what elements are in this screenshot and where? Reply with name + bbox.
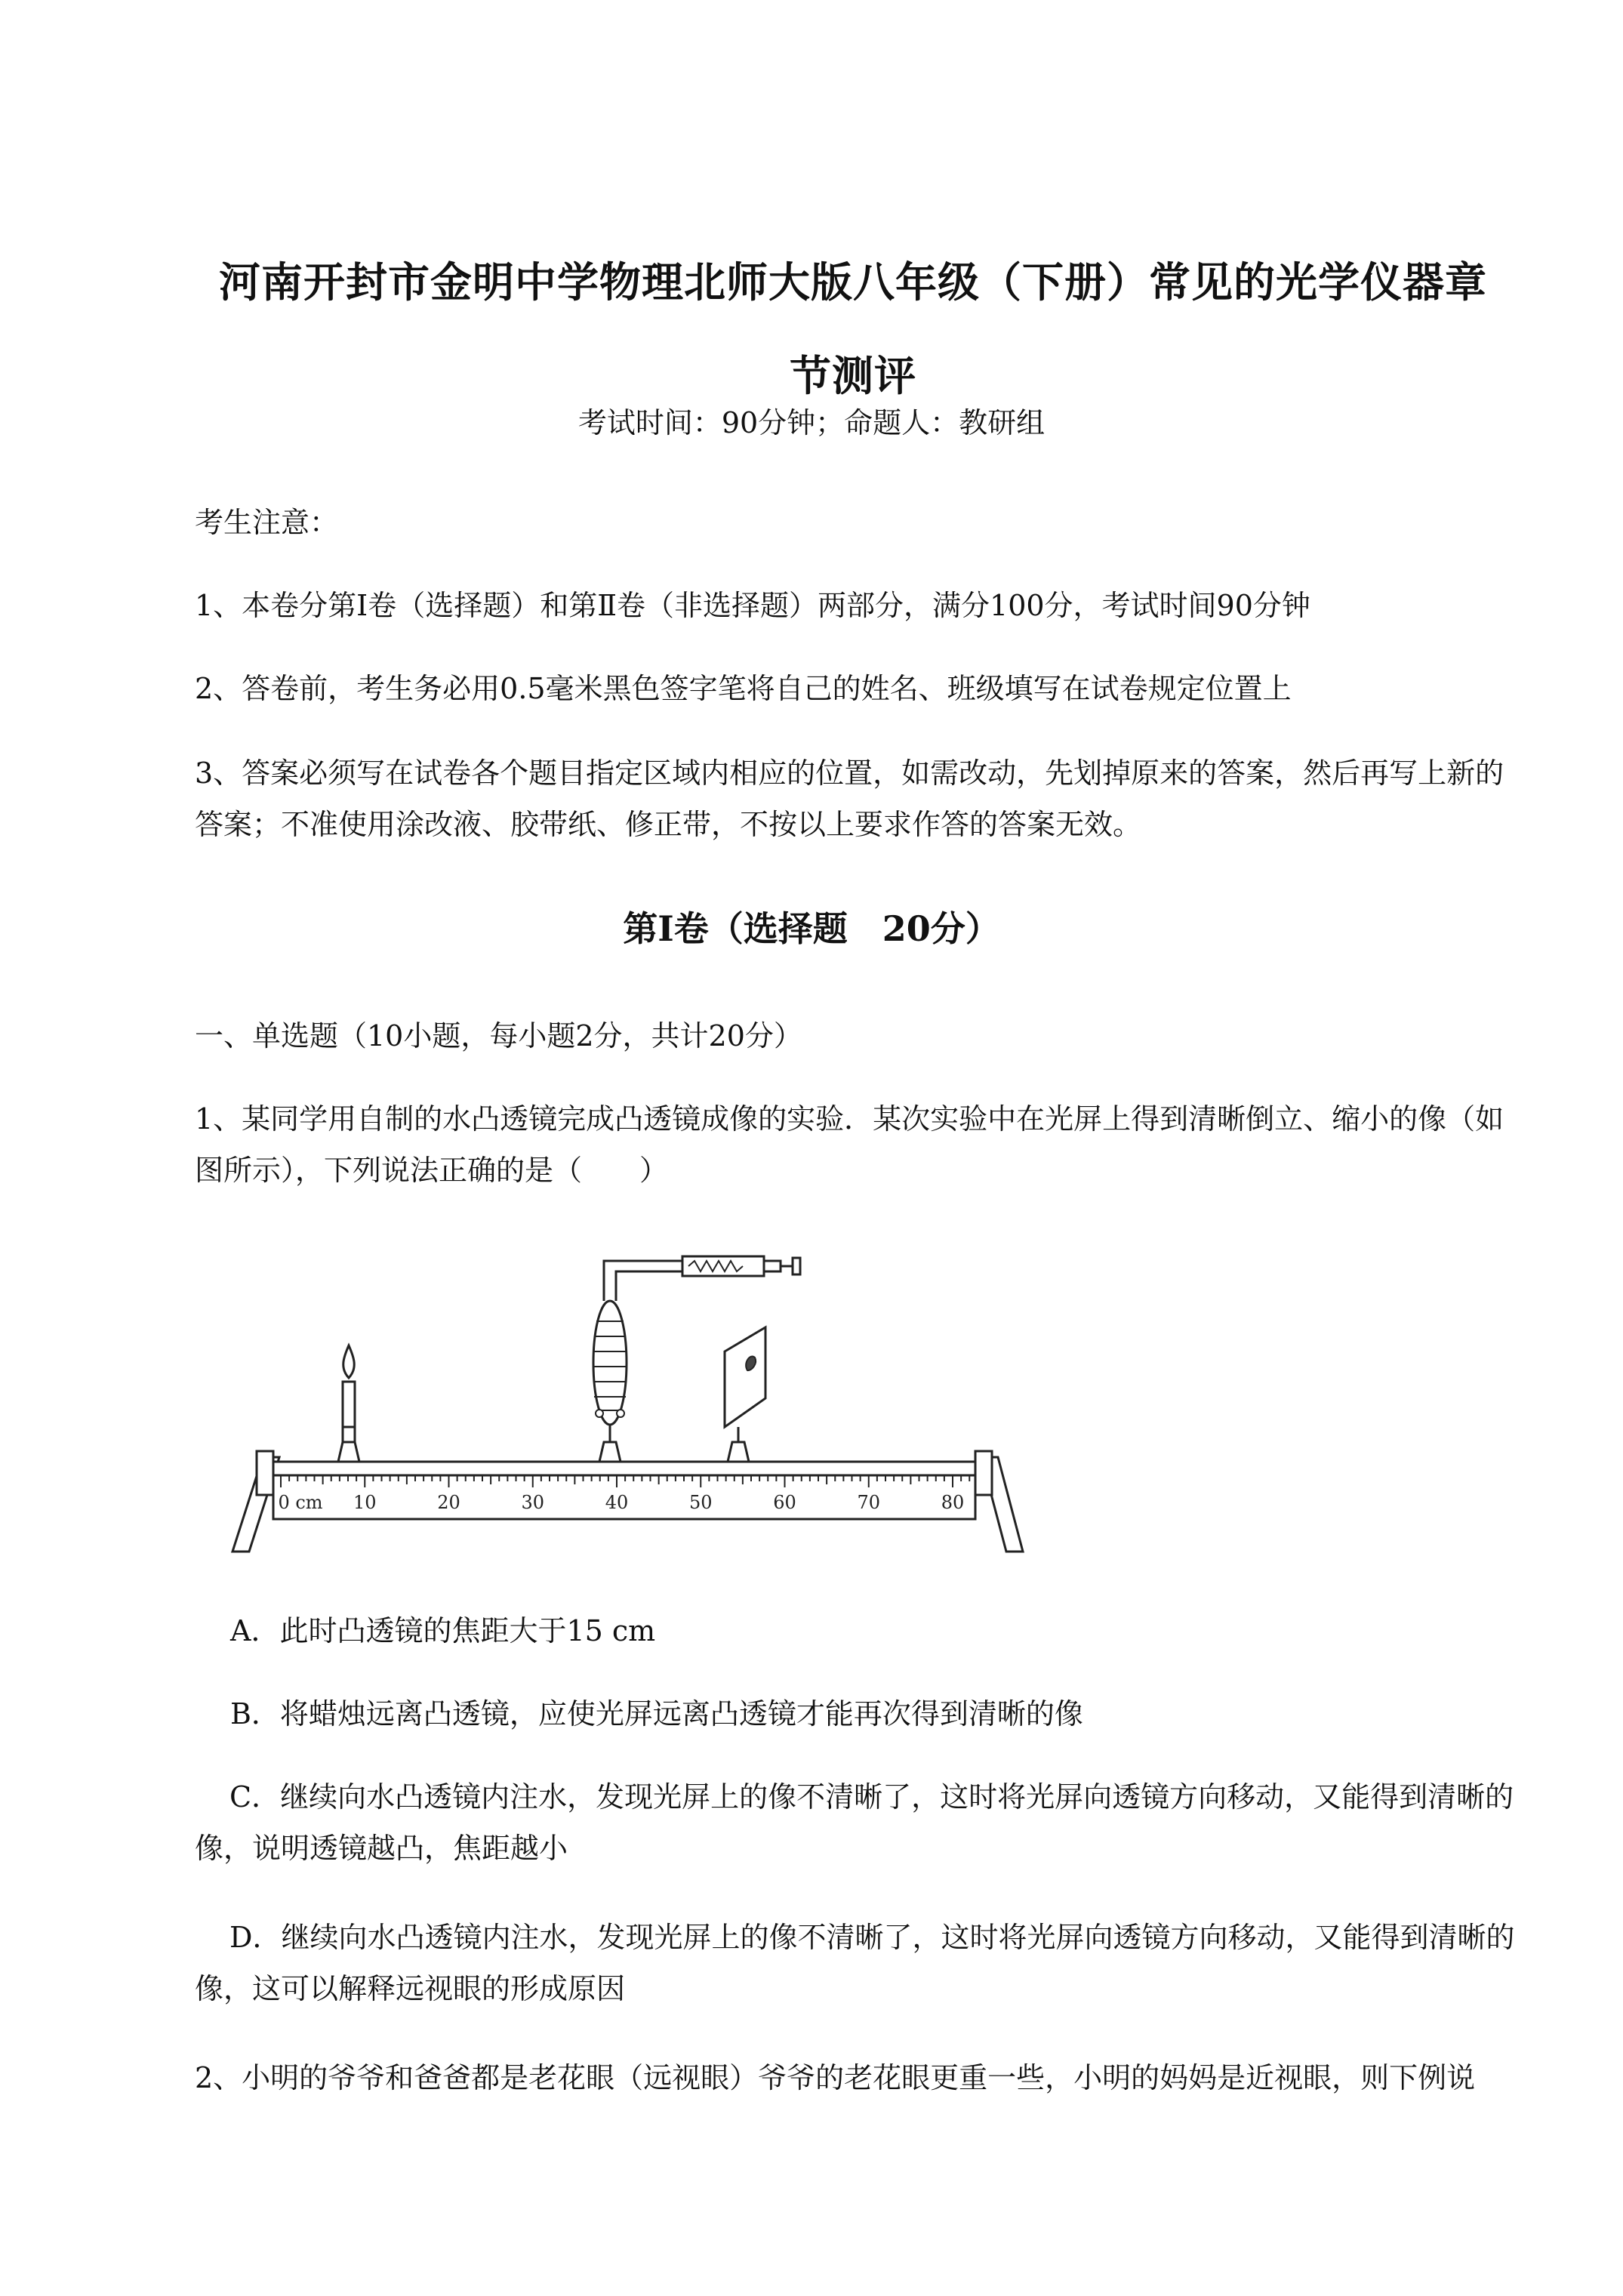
ruler-label: 40	[605, 1492, 629, 1513]
q1-option-b: B．将蜡烛远离凸透镜，应使光屏远离凸透镜才能再次得到清晰的像	[230, 1697, 1083, 1730]
q1-option-d: D．继续向水凸透镜内注水，发现光屏上的像不清晰了，这时将光屏向透镜方向移动，又能得到清晰的像，这可以解释远视眼的形成原因	[195, 1921, 1515, 2005]
ruler-label: 80	[941, 1492, 965, 1513]
water-lens	[593, 1256, 800, 1462]
question-1-stem: 1、某同学用自制的水凸透镜完成凸透镜成像的实验．某次实验中在光屏上得到清晰倒立、缩小的像（如图所示），下列说法正确的是（ ）	[195, 1102, 1504, 1187]
question-2-stem: 2、小明的爷爷和爸爸都是老花眼（远视眼）爷爷的老花眼更重一些，小明的妈妈是近视眼，则下例说	[195, 2061, 1476, 2094]
notice-1: 1、本卷分第Ⅰ卷（选择题）和第Ⅱ卷（非选择题）两部分，满分100分，考试时间90分钟	[195, 589, 1310, 622]
light-screen	[725, 1327, 765, 1462]
optical-bench-figure	[226, 1238, 1027, 1563]
ruler-label: 70	[857, 1492, 881, 1513]
section-title: 第Ⅰ卷（选择题 20分）	[623, 908, 1000, 949]
right-end-block	[975, 1451, 992, 1495]
ruler-label: 20	[437, 1492, 460, 1513]
ruler-label: 60	[773, 1492, 796, 1513]
candle	[338, 1345, 359, 1462]
title-line-1: 河南开封市金明中学物理北师大版八年级（下册）常见的光学仪器章	[218, 257, 1487, 307]
syringe-icon	[682, 1256, 764, 1276]
ruler-label: 0 cm	[278, 1492, 323, 1513]
bench-top-rail	[273, 1462, 975, 1475]
notice-heading: 考生注意：	[195, 506, 339, 539]
q1-option-a: A．此时凸透镜的焦距大于15 cm	[230, 1614, 656, 1647]
optical-bench-diagram	[226, 1238, 1027, 1563]
exam-meta: 考试时间：90分钟；命题人：教研组	[577, 406, 1046, 439]
q1-option-c: C．继续向水凸透镜内注水，发现光屏上的像不清晰了，这时将光屏向透镜方向移动，又能得到清晰的像，说明透镜越凸，焦距越小	[195, 1780, 1514, 1865]
flame-icon	[343, 1345, 354, 1378]
notice-2: 2、答卷前，考生务必用0.5毫米黑色签字笔将自己的姓名、班级填写在试卷规定位置上	[195, 672, 1292, 705]
notice-3: 3、答案必须写在试卷各个题目指定区域内相应的位置，如需改动，先划掉原来的答案，然后再写上新的答案；不准使用涂改液、胶带纸、修正带，不按以上要求作答的答案无效。	[195, 757, 1504, 841]
ruler-label: 50	[688, 1492, 713, 1513]
title-line-2: 节测评	[789, 351, 916, 400]
ruler-label: 10	[353, 1492, 377, 1513]
part-heading: 一、单选题（10小题，每小题2分，共计20分）	[195, 1019, 802, 1052]
left-end-block	[257, 1451, 273, 1495]
ruler-label: 30	[521, 1492, 545, 1513]
page-title	[189, 236, 1517, 423]
